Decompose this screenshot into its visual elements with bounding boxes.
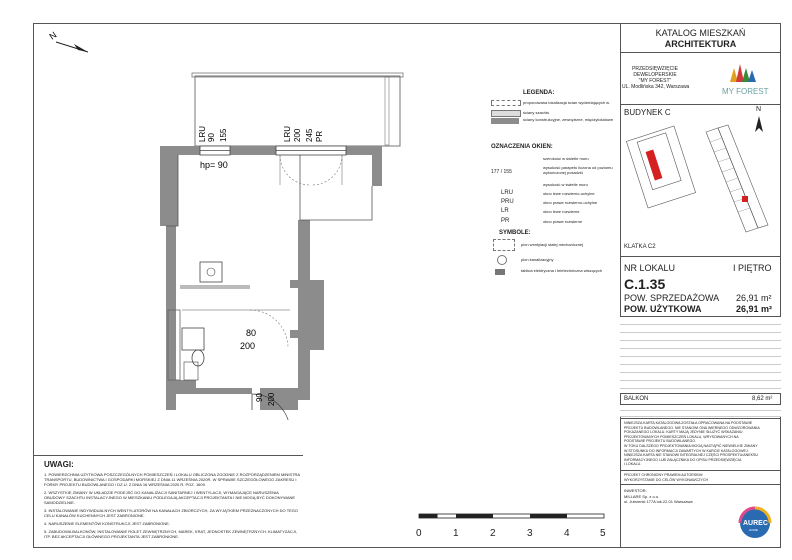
win2-width: 200 xyxy=(293,128,302,142)
developer-line-3: "MY FOREST" xyxy=(638,78,672,84)
catalog-subtitle: ARCHITEKTURA xyxy=(664,39,737,49)
legend-swatch-shaft xyxy=(491,110,521,117)
vent-symbol-icon xyxy=(493,239,515,251)
north-arrow-label: N xyxy=(47,29,59,42)
sale-area-value: 26,91 m² xyxy=(736,293,772,303)
balcony-railing-side xyxy=(385,77,389,145)
kitchen-sink xyxy=(200,262,222,282)
investor-line-2: MILLARE Sp. z o.o. xyxy=(624,493,660,499)
divider xyxy=(620,52,781,53)
building-north-label: N xyxy=(756,106,762,113)
win2-height: 245 xyxy=(305,128,314,142)
disclaimer-line-8: NINIEJSZA KARTA NIE STANOWI INTEGRALNEJ CZĘŚCI PROSPEKTU/ANEKSU xyxy=(624,453,758,458)
window-code-lru: LRU xyxy=(501,190,514,196)
notes-title: UWAGI: xyxy=(44,460,74,469)
note-3: 3. INSTALOWANIE INDYWIDUALNYCH WENTYLATORÓW NA KANAŁACH ZBIORCZYCH, ZA WYJĄTKIEM PRZEZNACZONYCH DO TEGO CELU KANAŁÓW KUCHENNYCH JEST ZABRONIONE. xyxy=(44,508,299,518)
usable-area-value: 26,91 m² xyxy=(736,304,773,314)
unit-number: C.1.35 xyxy=(624,276,666,292)
window-legend-4: okno lewe rozwierno-uchylne xyxy=(543,191,595,196)
legend-item-2: ściany szachtu xyxy=(523,110,550,115)
disclaimer-line-2: PROJEKTU BUDOWLANEGO. NIE STANOWI ONA WIERNEGO ODWZOROWANIA xyxy=(624,425,760,430)
copyright-line-1: PROJEKT CHRONIONY PRAWEM AUTORSKIM xyxy=(624,473,703,477)
investor-line-1: INWESTOR: xyxy=(624,488,647,493)
symbols-title: SYMBOLE: xyxy=(499,230,531,236)
disclaimer-line-1: NINIEJSZA KARTA KATALOGOWA ZOSTAŁA OPRACOWANA NA PODSTAWIE xyxy=(624,421,753,425)
symbol-item-1: pion wentylacji stałej mechanicznej xyxy=(521,242,584,247)
notes-list xyxy=(44,472,300,539)
entry-width: 90 xyxy=(255,393,264,402)
scale-tick-0: 0 xyxy=(416,528,422,539)
developer-line-4: UL. Modlińska 342, Warszawa xyxy=(622,84,690,90)
aurec-logo xyxy=(738,506,772,540)
symbol-legend xyxy=(491,239,617,283)
symbol-item-3: tablica elektryczna i teletechniczna wiszących xyxy=(521,268,602,273)
scale-tick-3: 3 xyxy=(527,528,533,539)
legend-item-1: proponowana lokalizacja ścian wydzielających w. xyxy=(523,100,610,105)
scale-tick-4: 4 xyxy=(564,528,570,539)
site-plan xyxy=(626,122,778,240)
sill-height: hp= 90 xyxy=(200,160,228,170)
investor xyxy=(624,488,734,505)
copyright-line-2: WYKORZYSTANIE DO CELÓW WYKONAWCZYCH xyxy=(624,477,709,482)
disclaimer-line-4: PROJEKTOWANYCH POMIESZCZEŃ LOKALU, WRYSOWANYCH NA xyxy=(624,434,739,439)
window-legend-7: okno prawe rozwierne xyxy=(543,219,583,224)
balcony-table xyxy=(620,405,781,417)
unit-floor: I PIĘTRO xyxy=(733,263,772,273)
note-1: 1. POWIERZCHNIA UŻYTKOWA POSZCZEGÓLNYCH POMIESZCZEŃ I LOKALU OBLICZONA ZGODNIE Z ROZPORZĄDZENIEM MINISTRA TRANSPORTU, BUDOWNICTWA I GOSPODARKI MORSKIEJ Z DNIA 11 WRZEŚNIA 2020R. W SPRAWIE SZCZEGÓŁOWEGO ZAKRESU I FORMY PROJEKTU BUDOWLANEGO / DZ.U. Z DNIA 16 WRZEŚNIA 2020 R. POZ. 1609. xyxy=(44,472,300,487)
developer-line-1: PRZEDSIĘWZIĘCIE xyxy=(632,66,678,72)
disclaimer-line-5: PODSTAWIE PROJEKTU BUDOWLANEGO. xyxy=(624,439,697,444)
developer-line-2: DEWELOPERSKIE xyxy=(633,72,677,78)
legend-swatch-wall xyxy=(491,118,519,124)
svg-text:HOME: HOME xyxy=(749,528,758,532)
disclaimer-line-6: W TOKU DALSZEGO PROJEKTOWANIA MOGĄ NASTĄPIĆ NIEWIELKIE ZMIANY xyxy=(624,443,758,448)
symbol-item-2: pion kanalizacyjny xyxy=(521,257,554,262)
my-forest-logo xyxy=(718,60,778,102)
note-4: 4. NARUSZENIE ELEMENTÓW KONSTRUKCJI JEST ZABRONIONE. xyxy=(44,521,170,526)
scale-tick-5: 5 xyxy=(600,528,606,539)
scale-tick-1: 1 xyxy=(453,528,459,539)
legend-item-3: ściany konstrukcyjne, zewnętrzne, międzylokalowe xyxy=(523,117,614,122)
sale-area-label: POW. SPRZEDAŻOWA xyxy=(624,293,720,303)
staircase-label: KLATKA C2 xyxy=(624,244,656,250)
win2-side: PR xyxy=(315,130,324,142)
developer-info xyxy=(622,66,688,90)
catalog-title: KATALOG MIESZKAŃ xyxy=(655,28,746,38)
scale-bar xyxy=(414,510,614,544)
note-5: 5. ZABUDOWA BALKONÓW, INSTALOWANIE ROLET ZEWNĘTRZNYCH, MAREK, KRAT, JEDNOSTEK ZEWNĘTRZNYCH, KLIMATYZACJI, ITP. BEZ AKCEPTACJI GŁÓWNEGO PROJEKTANTA JEST ZABRONIONE. xyxy=(44,529,297,539)
disclaimer-line-9: INFORMACYJNEGO LUB ZAŁĄCZNIKA DO OPISU PRZEDSIĘWZIĘCIA xyxy=(624,457,742,462)
room-table xyxy=(620,317,781,393)
window-code-sill: 177 / 155 xyxy=(491,169,512,175)
usable-area-label: POW. UŻYTKOWA xyxy=(624,304,702,314)
bath-door-height: 200 xyxy=(240,341,256,351)
disclaimer xyxy=(624,421,780,467)
win2-type: LRU xyxy=(283,125,292,142)
note-2: 2. WSZYSTKIE ZMIANY W UKŁADZIE PODEJŚĆ DO KANALIZACJI SANITARNEJ I WENTYLACJI, WYMAGAJĄCE NARUSZENIA OBUDOWY SZACHTU INSTALACYJNEGO W MIESZKANIU PODLEGAJĄ AKCEPTACJI PROJEKTANTA I NIE MOGĄ BYĆ DOKONYWANE SAMODZIELNIE. xyxy=(44,490,296,505)
bath-door-width: 80 xyxy=(246,328,257,338)
drain-symbol-icon xyxy=(497,255,507,265)
win1-width: 90 xyxy=(207,133,216,142)
window-1 xyxy=(200,146,230,155)
building-label: BUDYNEK C xyxy=(624,108,671,117)
disclaimer-line-10: I LOKALU. xyxy=(624,462,642,467)
window-code-pr: PR xyxy=(501,218,510,224)
window-code-lr: LR xyxy=(501,208,509,214)
legend-swatch-dashed xyxy=(491,100,521,106)
window-code-pru: PRU xyxy=(501,199,514,205)
balcony-value: 8,62 m² xyxy=(752,396,773,402)
window-legend-5: okno prawe rozwierno-uchylne xyxy=(543,200,598,205)
svg-text:MY FOREST: MY FOREST xyxy=(722,87,769,96)
win1-type: LRU xyxy=(198,125,207,142)
north-arrow-icon xyxy=(44,26,94,58)
copyright xyxy=(624,473,780,482)
floor-plan xyxy=(140,70,420,420)
entry-height: 200 xyxy=(267,392,276,406)
walls xyxy=(160,146,382,410)
legend xyxy=(491,90,617,283)
disclaimer-line-3: POKAZANEGO LOKALU. KARTY MAJĄ JEDYNIE SŁUŻYĆ WSKAZANIU xyxy=(624,430,743,435)
disclaimer-line-7: W STOSUNKU DO INFORMACJI ZAWARTYCH W KARCIE KATALOGOWEJ. xyxy=(624,448,749,453)
window-legend xyxy=(491,156,617,218)
window-legend-2: wysokość parapetu liczona od poziomu wykończonej posadzki xyxy=(543,165,613,175)
investor-line-3: ul. Jutrzenki 177A lok.22.01 Warszawa xyxy=(624,499,693,504)
balcony-label: BALKON xyxy=(624,396,649,402)
window-legend-6: okno lewe rozwierne xyxy=(543,209,580,214)
staircase-marker xyxy=(742,196,748,202)
scale-tick-2: 2 xyxy=(490,528,496,539)
bath-sink xyxy=(182,328,204,350)
panel-symbol-icon xyxy=(495,269,505,275)
window-legend-1: szerokość w świetle muru xyxy=(543,156,589,161)
window-2 xyxy=(276,146,346,155)
unit-nr-label: NR LOKALU xyxy=(624,263,676,273)
windows-title: OZNACZENIA OKIEN: xyxy=(491,144,553,150)
win1-height: 155 xyxy=(219,128,228,142)
window-legend-3: wysokość w świetle muru xyxy=(543,182,588,187)
legend-title: LEGENDA: xyxy=(523,90,555,96)
svg-text:AUREC: AUREC xyxy=(743,520,768,527)
